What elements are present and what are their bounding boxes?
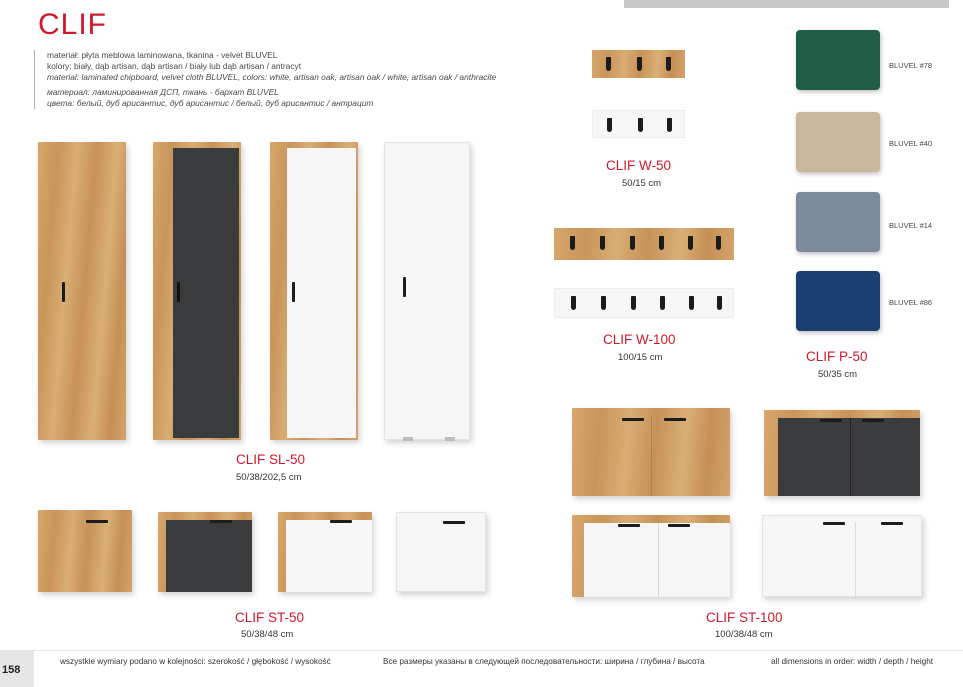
st50-dims: 50/38/48 cm (241, 629, 294, 640)
spec-ru-colors: цвета: белый, дуб арисантис, дуб арисантис / белый, дуб арисантис / антрацит (47, 97, 374, 108)
swatch-bluvel-78 (796, 30, 880, 90)
st50-name: CLIF ST-50 (235, 610, 305, 625)
swatch-label: BLUVEL #14 (889, 221, 933, 230)
door-handle (823, 522, 845, 525)
sl50-oak-anthracite (153, 142, 241, 440)
spec-pl-material: materiał: płyta meblowa laminowana, tkanina - velvet BLUVEL (47, 50, 278, 60)
hook (571, 296, 576, 310)
swatch-bluvel-40 (796, 112, 880, 172)
st50-oak-anthracite (158, 512, 252, 592)
hook (601, 296, 606, 310)
st100-white (762, 515, 922, 597)
swatch-label: BLUVEL #78 (889, 61, 933, 70)
door-handle (177, 282, 180, 302)
p50-dims: 50/35 cm (818, 369, 858, 380)
w100-white-board (554, 288, 734, 318)
st50-oak (38, 510, 132, 592)
st50-white (396, 512, 486, 592)
st100-oak (572, 408, 730, 496)
spec-en: material: laminated chipboard, velvet cloth BLUVEL, colors: white, artisan oak, artisan oak / white, artisan oak / anthracite (47, 72, 497, 83)
sl50-white (384, 142, 470, 440)
sl50-oak-white (270, 142, 358, 440)
hook (666, 57, 671, 71)
hook (606, 57, 611, 71)
sl50-oak (38, 142, 126, 440)
page-number: 158 (2, 664, 21, 676)
page-number-tab (0, 650, 34, 687)
hook (607, 118, 612, 132)
footer-pl: wszystkie wymiary podano w kolejności: szerokość / głębokość / wysokość (60, 657, 331, 666)
door-handle (622, 418, 644, 421)
hook (631, 296, 636, 310)
door-handle (330, 520, 352, 523)
door-handle (86, 520, 108, 523)
door-handle (668, 524, 690, 527)
hook (638, 118, 643, 132)
door-handle (62, 282, 65, 302)
door-handle (292, 282, 295, 302)
sl50-dims: 50/38/202,5 cm (236, 472, 302, 483)
spec-block (34, 50, 496, 109)
hook (660, 296, 665, 310)
st100-oak-white (572, 515, 730, 597)
w50-dims: 50/15 cm (622, 178, 662, 189)
st100-oak-anthracite (764, 410, 920, 496)
spec-ru-material: материал: ламинированная ДСП, ткань - бархат BLUVEL (47, 86, 279, 97)
hook (659, 236, 664, 250)
hook (716, 236, 721, 250)
door-handle (664, 418, 686, 421)
footer-ru: Все размеры указаны в следующей последовательности: ширина / глубина / высота (383, 657, 705, 666)
swatch-bluvel-86 (796, 271, 880, 331)
w100-oak-board (554, 228, 734, 260)
w50-white-board (592, 110, 685, 138)
hook (570, 236, 575, 250)
swatch-label: BLUVEL #40 (889, 139, 933, 148)
spec-pl-colors: kolory: biały, dąb artisan, dąb artisan / biały lub dąb artisan / antracyt (47, 61, 302, 72)
hook (717, 296, 722, 310)
door-handle (443, 521, 465, 524)
footer-en: all dimensions in order: width / depth / height (771, 657, 934, 666)
door-handle (820, 419, 842, 422)
hook (688, 236, 693, 250)
footer-divider (34, 650, 963, 651)
st100-name: CLIF ST-100 (706, 610, 783, 625)
hook (667, 118, 672, 132)
door-handle (862, 419, 884, 422)
w100-name: CLIF W-100 (603, 332, 676, 347)
st100-dims: 100/38/48 cm (715, 629, 773, 640)
hook (689, 296, 694, 310)
sl50-name: CLIF SL-50 (236, 452, 306, 467)
door-handle (210, 520, 232, 523)
brand-title: CLIF (38, 8, 108, 41)
p50-name: CLIF P-50 (806, 349, 868, 364)
swatch-label: BLUVEL #86 (889, 298, 933, 307)
swatch-bluvel-14 (796, 192, 880, 252)
w100-dims: 100/15 cm (618, 352, 663, 363)
top-decor-bar (624, 0, 949, 8)
st50-oak-white (278, 512, 372, 592)
hook (630, 236, 635, 250)
door-handle (403, 277, 406, 297)
hook (637, 57, 642, 71)
hook (600, 236, 605, 250)
w50-oak-board (592, 50, 685, 78)
door-handle (881, 522, 903, 525)
w50-name: CLIF W-50 (606, 158, 672, 173)
door-handle (618, 524, 640, 527)
